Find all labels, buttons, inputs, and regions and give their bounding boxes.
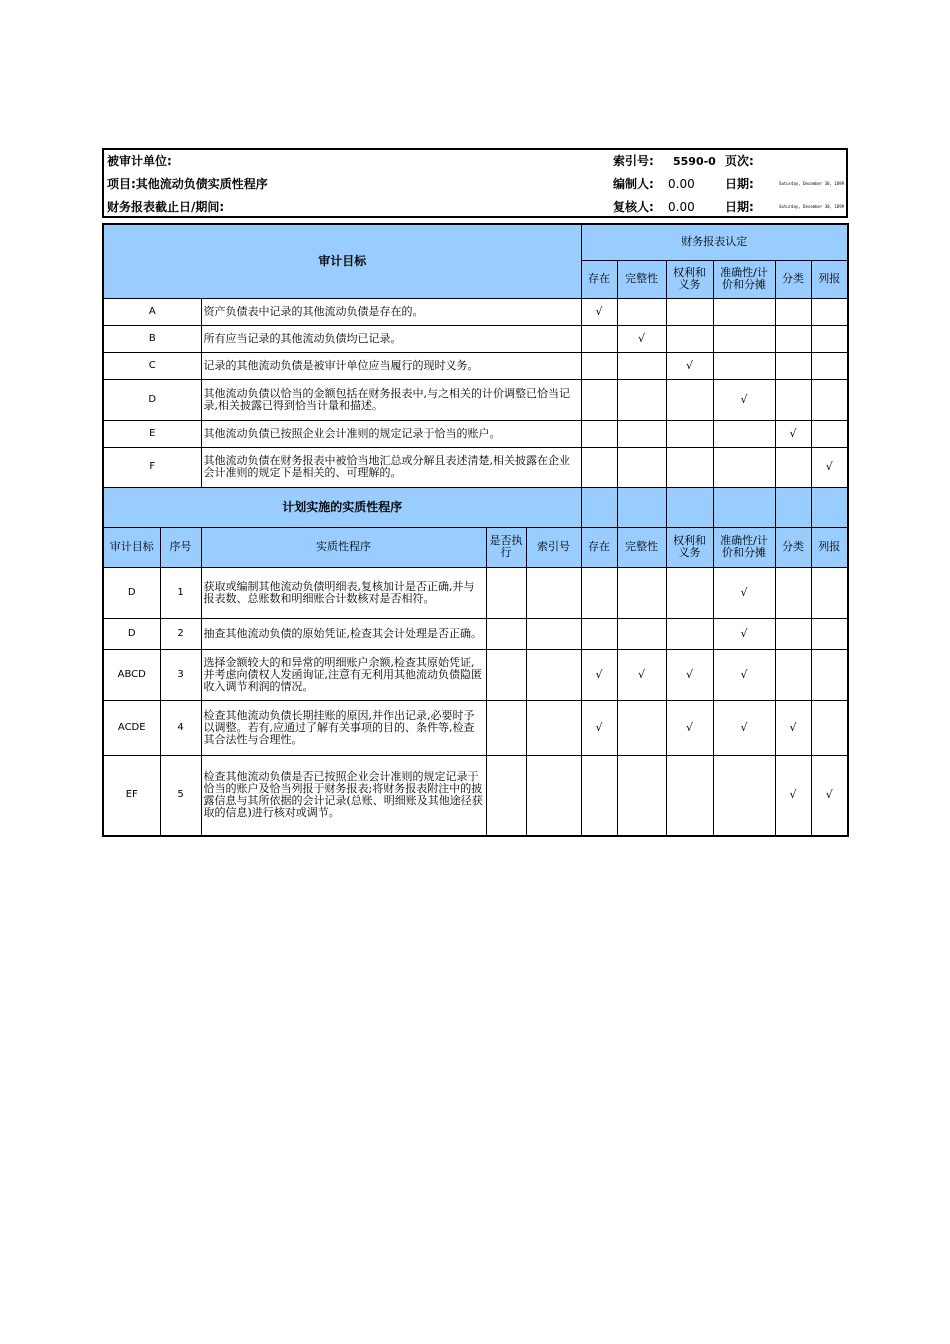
check-mark	[581, 755, 617, 836]
check-mark: √	[775, 700, 811, 755]
procedure-text: 抽查其他流动负债的原始凭证,检查其会计处理是否正确。	[201, 618, 486, 649]
procedure-objective: EF	[103, 755, 160, 836]
objective-id: E	[103, 420, 201, 447]
executed-cell[interactable]	[486, 567, 526, 618]
objective-row	[103, 420, 848, 447]
check-mark	[581, 567, 617, 618]
check-mark: √	[775, 420, 811, 447]
objective-row	[103, 325, 848, 352]
check-mark	[811, 379, 848, 420]
check-mark	[666, 618, 713, 649]
executed-cell[interactable]	[486, 755, 526, 836]
check-mark	[666, 325, 713, 352]
check-mark	[617, 618, 666, 649]
col-seq: 序号	[160, 527, 201, 567]
check-mark	[775, 649, 811, 700]
check-mark	[581, 618, 617, 649]
objective-text: 其他流动负债在财务报表中被恰当地汇总或分解且表述清楚,相关披露在企业会计准则的规定下是相关的、可理解的。	[201, 447, 581, 487]
procedure-objective: D	[103, 567, 160, 618]
objective-row	[103, 447, 848, 487]
audited-unit-label: 被审计单位:	[107, 154, 172, 168]
check-mark	[713, 325, 775, 352]
assertion-header: 准确性/计价和分摊	[713, 260, 775, 298]
col-objective: 审计目标	[103, 527, 160, 567]
check-mark	[666, 420, 713, 447]
check-mark	[775, 618, 811, 649]
project-label: 项目:其他流动负债实质性程序	[107, 177, 268, 191]
objective-id: F	[103, 447, 201, 487]
procedure-text: 获取或编制其他流动负债明细表,复核加计是否正确,并与报表数、总账数和明细账合计数核对是否相符。	[201, 567, 486, 618]
assertion-header: 权利和义务	[666, 527, 713, 567]
period-label: 财务报表截止日/期间:	[107, 200, 225, 214]
check-mark	[666, 755, 713, 836]
check-mark: √	[713, 700, 775, 755]
index-cell[interactable]	[526, 700, 581, 755]
check-mark	[811, 700, 848, 755]
check-mark: √	[617, 325, 666, 352]
check-mark: √	[666, 352, 713, 379]
check-mark	[775, 567, 811, 618]
check-mark	[811, 420, 848, 447]
check-mark	[617, 298, 666, 325]
audit-procedure-table	[102, 223, 849, 837]
procedure-seq: 1	[160, 567, 201, 618]
procedure-row	[103, 755, 848, 836]
objective-id: B	[103, 325, 201, 352]
procedure-seq: 2	[160, 618, 201, 649]
index-cell[interactable]	[526, 649, 581, 700]
objective-text: 资产负债表中记录的其他流动负债是存在的。	[201, 298, 581, 325]
check-mark	[713, 420, 775, 447]
objective-text: 其他流动负债已按照企业会计准则的规定记录于恰当的账户。	[201, 420, 581, 447]
objective-id: D	[103, 379, 201, 420]
procedure-row	[103, 567, 848, 618]
reviewer-value: 0.00	[668, 200, 695, 214]
executed-cell[interactable]	[486, 618, 526, 649]
check-mark	[666, 567, 713, 618]
check-mark: √	[811, 447, 848, 487]
check-mark: √	[713, 567, 775, 618]
procedure-seq: 4	[160, 700, 201, 755]
assertion-header: 存在	[581, 260, 617, 298]
check-mark: √	[581, 700, 617, 755]
executed-cell[interactable]	[486, 700, 526, 755]
check-mark: √	[775, 755, 811, 836]
workpaper-header	[102, 148, 848, 218]
check-mark	[666, 379, 713, 420]
check-mark: √	[713, 649, 775, 700]
procedure-text: 检查其他流动负债长期挂账的原因,并作出记录,必要时予以调整。若有,应通过了解有关事项的目的、条件等,检查其合法性与合理性。	[201, 700, 486, 755]
check-mark	[713, 352, 775, 379]
date-value-1: Saturday, December 30, 1899	[779, 181, 845, 186]
check-mark	[811, 325, 848, 352]
page-label: 页次:	[725, 154, 754, 168]
procedure-objective: ACDE	[103, 700, 160, 755]
executed-cell[interactable]	[486, 649, 526, 700]
col-executed: 是否执行	[486, 527, 526, 567]
procedure-row	[103, 700, 848, 755]
check-mark	[775, 352, 811, 379]
procedure-seq: 5	[160, 755, 201, 836]
assertion-header: 准确性/计价和分摊	[713, 527, 775, 567]
date-value-2: Saturday, December 30, 1899	[779, 204, 845, 209]
check-mark: √	[666, 700, 713, 755]
objective-text: 所有应当记录的其他流动负债均已记录。	[201, 325, 581, 352]
objective-text: 其他流动负债以恰当的金额包括在财务报表中,与之相关的计价调整已恰当记录,相关披露已得到恰当计量和描述。	[201, 379, 581, 420]
check-mark	[775, 447, 811, 487]
check-mark: √	[581, 298, 617, 325]
assertion-header: 列报	[811, 260, 848, 298]
reviewer-label: 复核人:	[613, 200, 654, 214]
assertions-title: 财务报表认定	[581, 224, 848, 260]
procedure-row	[103, 618, 848, 649]
date-label-1: 日期:	[725, 177, 754, 191]
procedure-seq: 3	[160, 649, 201, 700]
check-mark	[581, 420, 617, 447]
objective-row	[103, 379, 848, 420]
objectives-title: 审计目标	[103, 224, 581, 298]
check-mark	[581, 379, 617, 420]
procedure-objective: ABCD	[103, 649, 160, 700]
assertion-header: 分类	[775, 260, 811, 298]
check-mark	[581, 352, 617, 379]
check-mark	[581, 325, 617, 352]
check-mark	[617, 567, 666, 618]
check-mark: √	[617, 649, 666, 700]
check-mark	[617, 755, 666, 836]
objective-id: A	[103, 298, 201, 325]
procedure-text: 检查其他流动负债是否已按照企业会计准则的规定记录于恰当的账户及恰当列报于财务报表;将财务报表附注中的披露信息与其所依据的会计记录(总账、明细账及其他途径获取的信息)进行核对或调节。	[201, 755, 486, 836]
check-mark: √	[811, 755, 848, 836]
assertion-header: 存在	[581, 527, 617, 567]
check-mark	[811, 649, 848, 700]
check-mark	[617, 379, 666, 420]
objective-row	[103, 352, 848, 379]
check-mark	[713, 298, 775, 325]
check-mark	[775, 379, 811, 420]
check-mark	[775, 325, 811, 352]
index-label: 索引号:	[613, 154, 654, 168]
objective-text: 记录的其他流动负债是被审计单位应当履行的现时义务。	[201, 352, 581, 379]
check-mark	[811, 352, 848, 379]
preparer-label: 编制人:	[613, 177, 654, 191]
preparer-value: 0.00	[668, 177, 695, 191]
index-value: 5590-0	[673, 155, 716, 168]
assertion-header: 列报	[811, 527, 848, 567]
check-mark	[666, 447, 713, 487]
col-index: 索引号	[526, 527, 581, 567]
check-mark	[713, 447, 775, 487]
objectives-section	[103, 224, 848, 487]
objective-id: C	[103, 352, 201, 379]
check-mark	[617, 447, 666, 487]
check-mark	[617, 420, 666, 447]
procedure-row	[103, 649, 848, 700]
index-cell[interactable]	[526, 618, 581, 649]
check-mark	[811, 298, 848, 325]
procedure-text: 选择金额较大的和异常的明细账户余额,检查其原始凭证,并考虑向债权人发函询证,注意有无利用其他流动负债隐匿收入调节利润的情况。	[201, 649, 486, 700]
index-cell[interactable]	[526, 755, 581, 836]
procedure-header-row	[103, 527, 848, 567]
procedures-section	[103, 487, 848, 836]
check-mark	[617, 700, 666, 755]
procedure-objective: D	[103, 618, 160, 649]
procedures-title: 计划实施的实质性程序	[103, 487, 581, 527]
assertion-header: 完整性	[617, 527, 666, 567]
check-mark	[811, 567, 848, 618]
index-cell[interactable]	[526, 567, 581, 618]
assertion-header: 完整性	[617, 260, 666, 298]
check-mark	[581, 447, 617, 487]
check-mark	[811, 618, 848, 649]
check-mark	[713, 755, 775, 836]
check-mark: √	[666, 649, 713, 700]
check-mark	[666, 298, 713, 325]
col-procedure: 实质性程序	[201, 527, 486, 567]
assertion-header: 分类	[775, 527, 811, 567]
check-mark: √	[713, 618, 775, 649]
check-mark	[617, 352, 666, 379]
check-mark	[775, 298, 811, 325]
check-mark: √	[581, 649, 617, 700]
date-label-2: 日期:	[725, 200, 754, 214]
check-mark: √	[713, 379, 775, 420]
assertion-header: 权利和义务	[666, 260, 713, 298]
objective-row	[103, 298, 848, 325]
